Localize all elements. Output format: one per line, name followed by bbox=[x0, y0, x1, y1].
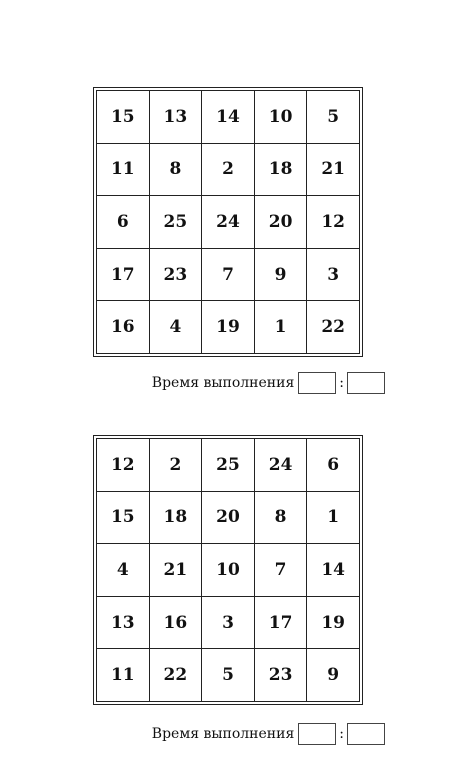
grid-cell[interactable]: 21 bbox=[149, 544, 202, 597]
schulte-table-1 bbox=[93, 87, 363, 357]
grid-row bbox=[97, 91, 360, 144]
grid-row bbox=[97, 649, 360, 702]
grid-cell[interactable]: 4 bbox=[149, 301, 202, 354]
grid-cell[interactable]: 20 bbox=[254, 196, 307, 249]
grid-cell[interactable]: 18 bbox=[149, 491, 202, 544]
grid-cell[interactable]: 24 bbox=[202, 196, 255, 249]
grid-cell[interactable]: 8 bbox=[254, 491, 307, 544]
grid-cell[interactable]: 16 bbox=[97, 301, 150, 354]
minutes-box[interactable] bbox=[298, 372, 336, 394]
grid-cell[interactable]: 12 bbox=[97, 439, 150, 492]
grid-cell[interactable]: 15 bbox=[97, 91, 150, 144]
number-grid-1 bbox=[96, 90, 360, 354]
grid-row bbox=[97, 301, 360, 354]
grid-cell[interactable]: 12 bbox=[307, 196, 360, 249]
grid-cell[interactable]: 7 bbox=[202, 248, 255, 301]
grid-row bbox=[97, 143, 360, 196]
grid-cell[interactable]: 6 bbox=[97, 196, 150, 249]
grid-cell[interactable]: 1 bbox=[307, 491, 360, 544]
grid-cell[interactable]: 20 bbox=[202, 491, 255, 544]
grid-cell[interactable]: 19 bbox=[202, 301, 255, 354]
grid-cell[interactable]: 13 bbox=[149, 91, 202, 144]
grid-cell[interactable]: 23 bbox=[149, 248, 202, 301]
grid-cell[interactable]: 3 bbox=[202, 596, 255, 649]
grid-cell[interactable]: 8 bbox=[149, 143, 202, 196]
grid-row bbox=[97, 544, 360, 597]
grid-cell[interactable]: 25 bbox=[149, 196, 202, 249]
number-grid-2 bbox=[96, 438, 360, 702]
grid-cell[interactable]: 5 bbox=[307, 91, 360, 144]
grid-cell[interactable]: 15 bbox=[97, 491, 150, 544]
grid-cell[interactable]: 23 bbox=[254, 649, 307, 702]
grid-cell[interactable]: 14 bbox=[307, 544, 360, 597]
grid-row bbox=[97, 248, 360, 301]
grid-cell[interactable]: 16 bbox=[149, 596, 202, 649]
grid-cell[interactable]: 4 bbox=[97, 544, 150, 597]
seconds-box[interactable] bbox=[347, 723, 385, 745]
grid-cell[interactable]: 25 bbox=[202, 439, 255, 492]
grid-row bbox=[97, 491, 360, 544]
grid-cell[interactable]: 19 bbox=[307, 596, 360, 649]
grid-row bbox=[97, 596, 360, 649]
grid-cell[interactable]: 18 bbox=[254, 143, 307, 196]
grid-cell[interactable]: 2 bbox=[149, 439, 202, 492]
grid-cell[interactable]: 17 bbox=[254, 596, 307, 649]
grid-cell[interactable]: 21 bbox=[307, 143, 360, 196]
minutes-box[interactable] bbox=[298, 723, 336, 745]
completion-time-row-2 bbox=[152, 723, 385, 745]
grid-cell[interactable]: 9 bbox=[254, 248, 307, 301]
grid-cell[interactable]: 11 bbox=[97, 649, 150, 702]
grid-cell[interactable]: 13 bbox=[97, 596, 150, 649]
grid-cell[interactable]: 3 bbox=[307, 248, 360, 301]
grid-cell[interactable]: 6 bbox=[307, 439, 360, 492]
grid-row bbox=[97, 196, 360, 249]
grid-cell[interactable]: 7 bbox=[254, 544, 307, 597]
completion-time-label: Время выполнения bbox=[151, 726, 295, 742]
time-separator: : bbox=[339, 375, 344, 391]
grid-cell[interactable]: 14 bbox=[202, 91, 255, 144]
seconds-box[interactable] bbox=[347, 372, 385, 394]
completion-time-row-1 bbox=[152, 372, 385, 394]
schulte-table-2 bbox=[93, 435, 363, 705]
grid-cell[interactable]: 2 bbox=[202, 143, 255, 196]
grid-cell[interactable]: 24 bbox=[254, 439, 307, 492]
grid-row bbox=[97, 439, 360, 492]
grid-cell[interactable]: 17 bbox=[97, 248, 150, 301]
grid-cell[interactable]: 11 bbox=[97, 143, 150, 196]
grid-cell[interactable]: 22 bbox=[307, 301, 360, 354]
grid-cell[interactable]: 10 bbox=[202, 544, 255, 597]
grid-cell[interactable]: 1 bbox=[254, 301, 307, 354]
grid-cell[interactable]: 10 bbox=[254, 91, 307, 144]
grid-cell[interactable]: 9 bbox=[307, 649, 360, 702]
time-separator: : bbox=[339, 726, 344, 742]
grid-cell[interactable]: 5 bbox=[202, 649, 255, 702]
completion-time-label: Время выполнения bbox=[151, 375, 295, 391]
grid-cell[interactable]: 22 bbox=[149, 649, 202, 702]
